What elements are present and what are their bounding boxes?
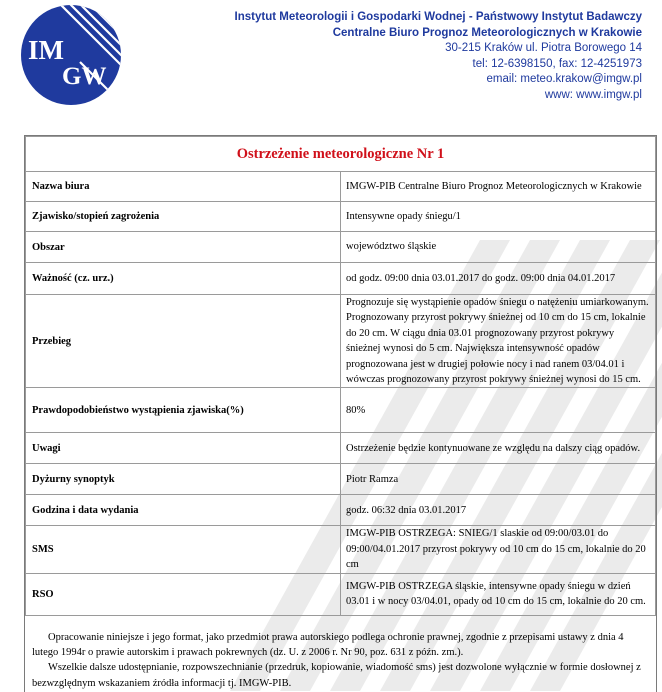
row-label: Nazwa biura [26, 172, 341, 202]
table-row [26, 495, 656, 526]
table-row [26, 526, 656, 573]
logo-text-bottom: GW [62, 63, 107, 90]
rso-value: IMGW-PIB OSTRZEGA śląskie, intensywne opady śniegu w dzień 03.01 i w nocy 03/04.01, opady od 10 cm do 15 cm, lokalnie do 20 cm. [341, 573, 656, 615]
row-label: Dyżurny synoptyk [26, 464, 341, 495]
phenomenon-value: Intensywne opady śniegu/1 [341, 202, 656, 232]
warning-title: Ostrzeżenie meteorologiczne Nr 1 [26, 137, 656, 172]
table-row [26, 433, 656, 464]
forecaster-value: Piotr Ramza [341, 464, 656, 495]
copyright-notice [25, 616, 656, 691]
logo-text-top: IM [28, 35, 64, 65]
copyright-paragraph-2: Wszelkie dalsze udostępnianie, rozpowszechnianie (przedruk, kopiowanie, wiadomość sms) jest dozwolone wyłącznie w formie dosłownej z bezwzględnym wskazaniem źródła informacji tj. IMGW-PIB. [32, 662, 641, 689]
issued-value: godz. 06:32 dnia 03.01.2017 [341, 495, 656, 526]
row-label: RSO [26, 573, 341, 615]
area-value: województwo śląskie [341, 232, 656, 263]
copyright-paragraph-1: Opracowanie niniejsze i jego format, jako przedmiot prawa autorskiego podlega ochronie prawnej, zgodnie z przepisami ustawy z dnia 4 lutego 1994r o prawie autorskim i prawach pokrewnych (dz. U. z 2006 r. Nr 90, poz. 631 z późn. zm.). [32, 631, 624, 658]
warning-document [24, 135, 657, 692]
remarks-value: Ostrzeżenie będzie kontynuowane ze względu na dalszy ciąg opadów. [341, 433, 656, 464]
www-link[interactable]: www: www.imgw.pl [544, 88, 642, 101]
table-row [26, 263, 656, 295]
row-label: SMS [26, 526, 341, 573]
office-value: IMGW-PIB Centralne Biuro Prognoz Meteorologicznych w Krakowie [341, 172, 656, 202]
row-label: Uwagi [26, 433, 341, 464]
probability-value: 80% [341, 388, 656, 433]
table-row [26, 202, 656, 232]
office-name: Centralne Biuro Prognoz Meteorologicznych w Krakowie [332, 26, 642, 39]
institute-name: Instytut Meteorologii i Gospodarki Wodnej - Państwowy Instytut Badawczy [234, 11, 642, 23]
row-label: Godzina i data wydania [26, 495, 341, 526]
warning-table [25, 136, 656, 616]
row-label: Przebieg [26, 295, 341, 388]
row-label: Prawdopodobieństwo wystąpienia zjawiska(%) [26, 388, 341, 433]
course-value: Prognozuje się wystąpienie opadów śniegu o natężeniu umiarkowanym. Prognozowany przyrost pokrywy śnieżnej od 10 cm do 15 cm, lokalnie do 20 cm. W ciągu dnia 03.01 prognozowany przyrost pokrywy śnieżnej wynosi do 5 cm. Największa intensywność opadów prognozowana jest w drugiej połowie nocy i nad ranem 03/04.01 i wówczas prognozowany przyrost pokrywy śnieżnej wynosi do 15 cm. [341, 295, 656, 388]
phone-fax: tel: 12-6398150, fax: 12-4251973 [472, 57, 642, 70]
address: 30-215 Kraków ul. Piotra Borowego 14 [445, 42, 642, 55]
table-row [26, 573, 656, 615]
table-row [26, 464, 656, 495]
imgw-logo [18, 2, 124, 108]
row-label: Ważność (cz. urz.) [26, 263, 341, 295]
table-row [26, 388, 656, 433]
table-row [26, 232, 656, 263]
row-label: Obszar [26, 232, 341, 263]
validity-value: od godz. 09:00 dnia 03.01.2017 do godz. 09:00 dnia 04.01.2017 [341, 263, 656, 295]
institute-header [235, 10, 642, 104]
table-row [26, 295, 656, 388]
sms-value: IMGW-PIB OSTRZEGA: SNIEG/1 slaskie od 09:00/03.01 do 09:00/04.01.2017 przyrost pokrywy od 10 cm do 15 cm, lokalnie do 20 cm [341, 526, 656, 573]
table-row [26, 172, 656, 202]
row-label: Zjawisko/stopień zagrożenia [26, 202, 341, 232]
email-link[interactable]: email: meteo.krakow@imgw.pl [486, 73, 642, 86]
